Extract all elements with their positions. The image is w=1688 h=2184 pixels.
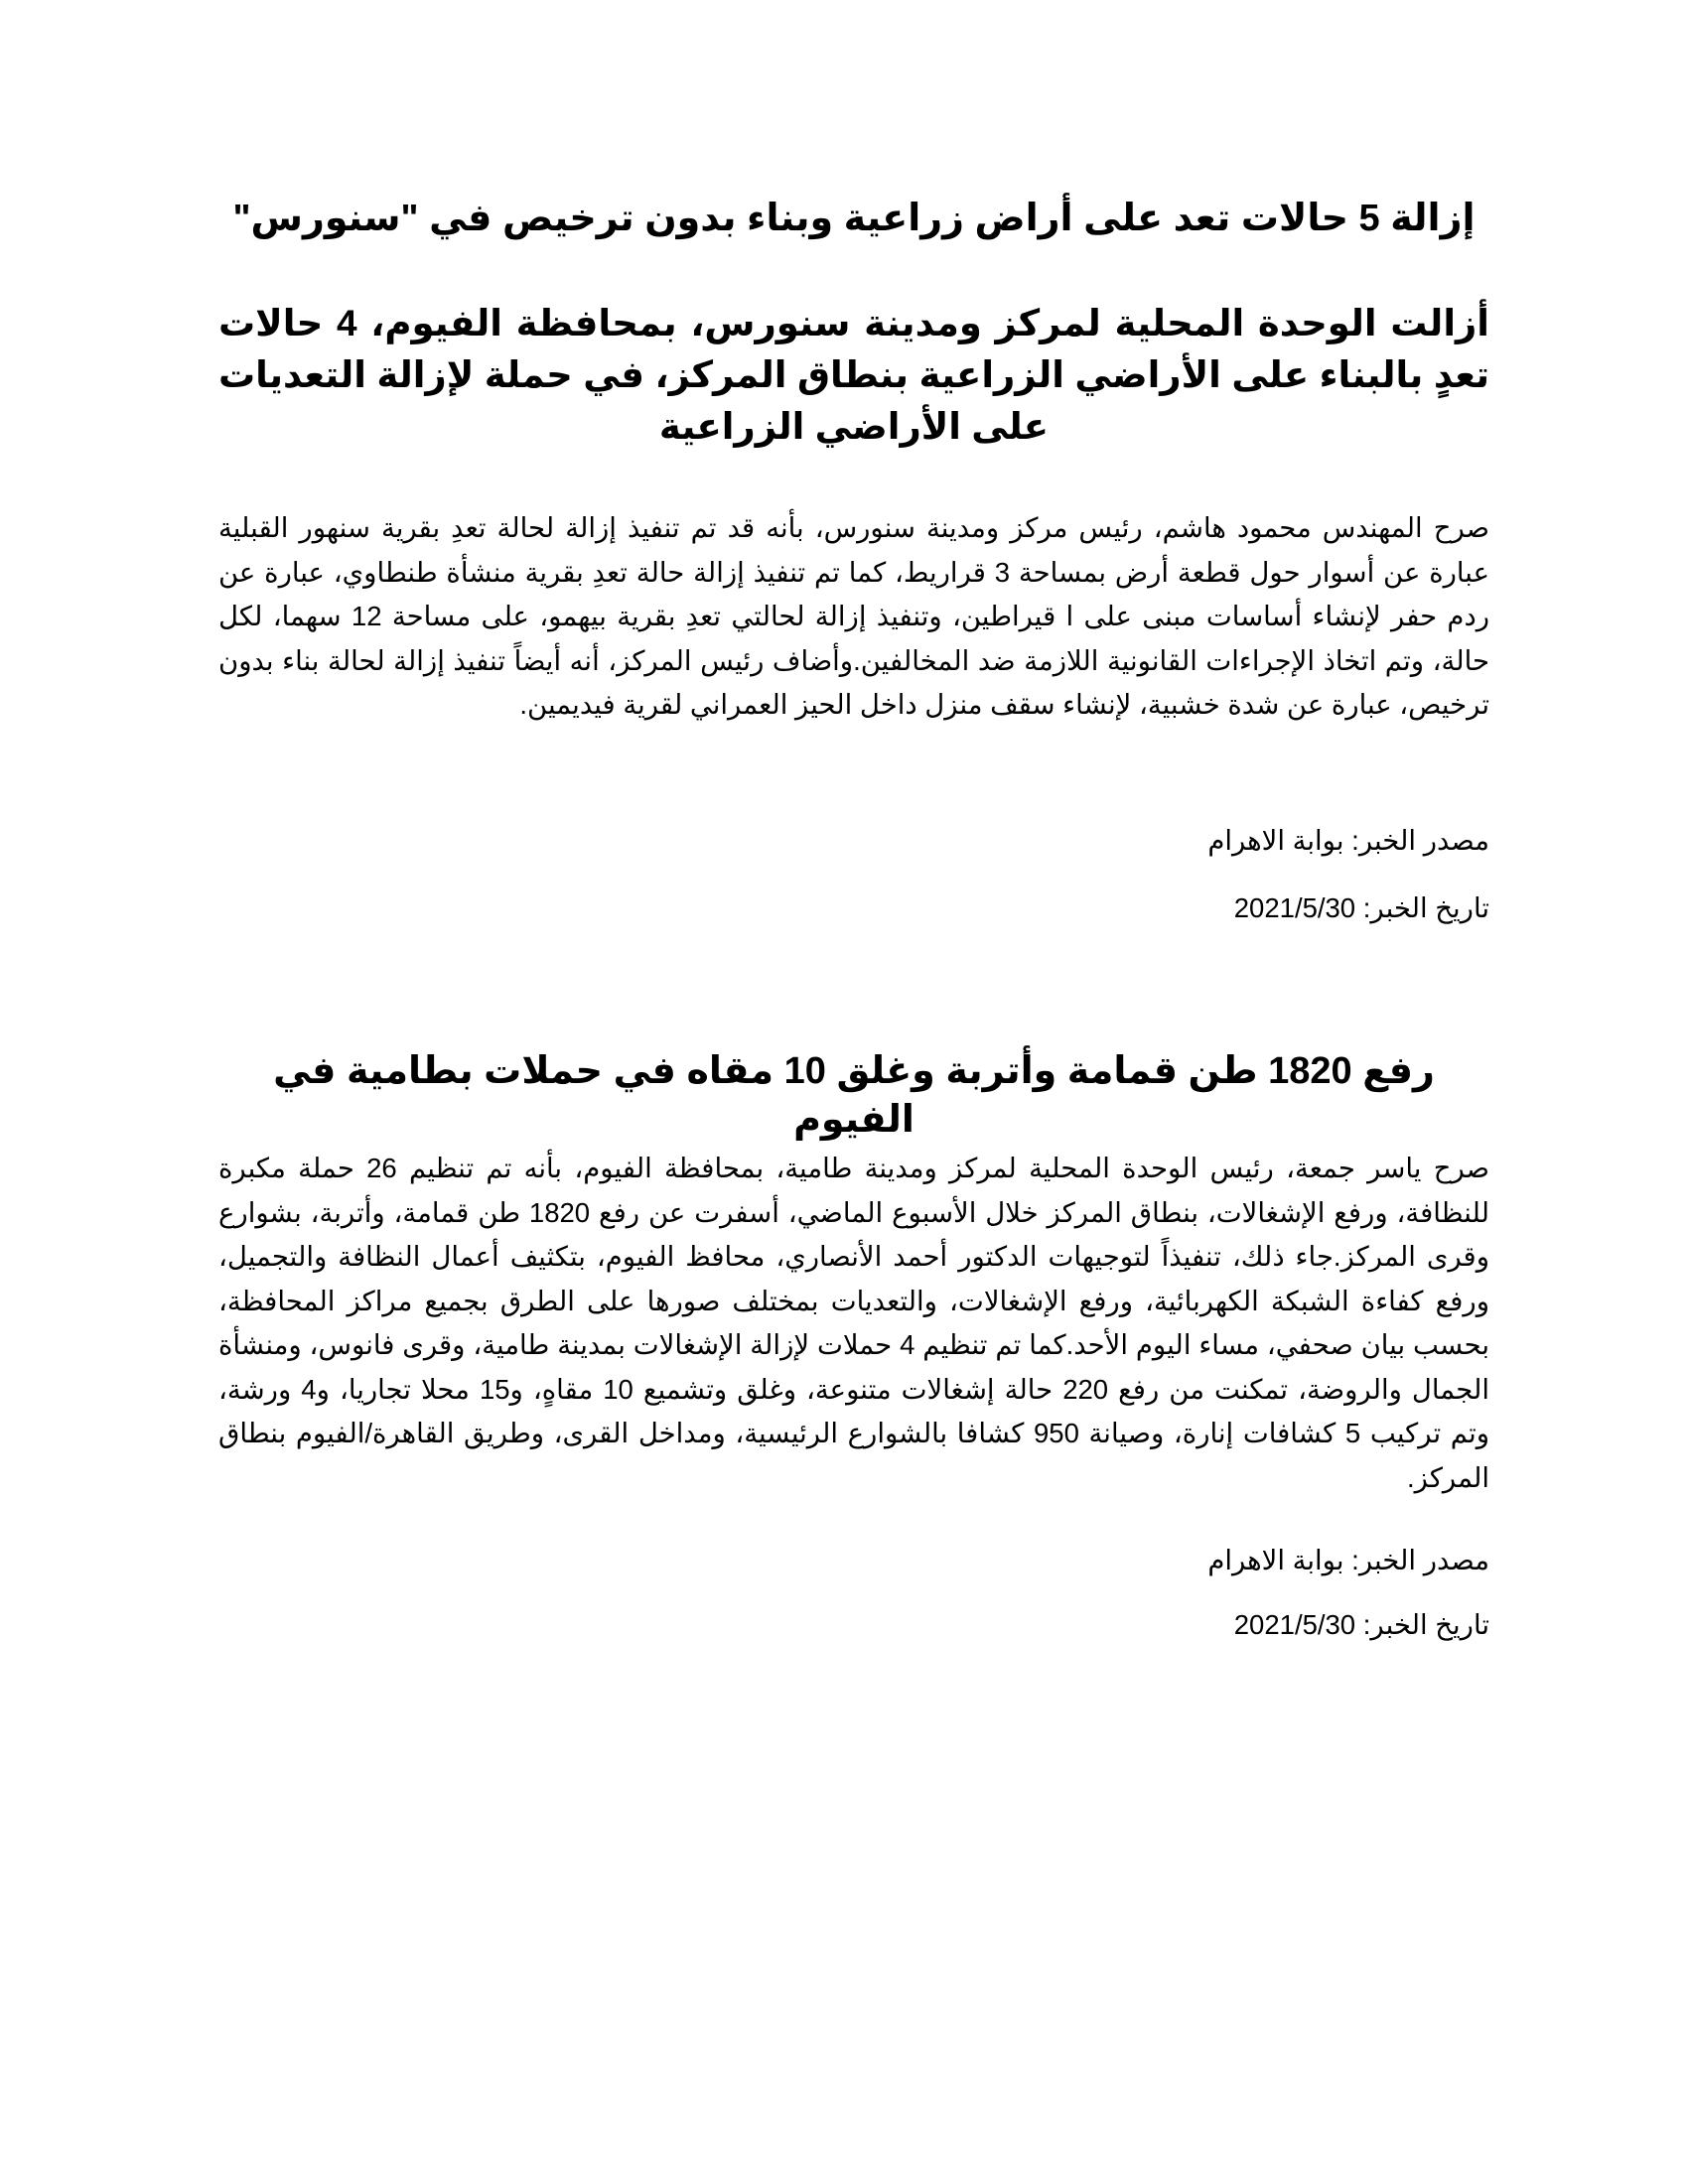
article-1-body: صرح المهندس محمود هاشم، رئيس مركز ومدينة سنورس، بأنه قد تم تنفيذ إزالة لحالة تعدِ بقرية سنهور القبلية عبارة عن أسوار حول قطعة أرض بمساحة 3 قراريط، كما تم تنفيذ إزالة حالة تعدِ بقرية منشأة طنطاوي، عبارة عن ردم حفر لإنشاء أساسات مبنى على ا قيراطين، وتنفيذ إزالة لحالتي تعدِ بقرية بيهمو، على مساحة 12 سهما، لكل حالة، وتم اتخاذ الإجراءات القانونية اللازمة ضد المخالفين.وأضاف رئيس المركز، أنه أيضاً تنفيذ إزالة لحالة بناء بدون ترخيص، عبارة عن شدة خشبية، لإنشاء سقف منزل داخل الحيز العمراني لقرية فيديمين. bbox=[218, 512, 1490, 720]
article-2-source: مصدر الخبر: بوابة الاهرام bbox=[1207, 1545, 1489, 1575]
article-1-date: تاريخ الخبر: 2021/5/30 bbox=[1233, 892, 1489, 923]
article-2-date: تاريخ الخبر: 2021/5/30 bbox=[1233, 1609, 1489, 1640]
article-2-title: رفع 1820 طن قمامة وأتربة وغلق 10 مقاه في حملات بطامية في الفيوم bbox=[273, 1050, 1435, 1142]
article-1-source: مصدر الخبر: بوابة الاهرام bbox=[1207, 825, 1489, 856]
article-2-body: صرح ياسر جمعة، رئيس الوحدة المحلية لمركز ومدينة طامية، بمحافظة الفيوم، بأنه تم تنظيم 26 حملة مكبرة للنظافة، ورفع الإشغالات، بنطاق المركز خلال الأسبوع الماضي، أسفرت عن رفع 1820 طن قمامة، وأتربة، بشوارع وقرى المركز.جاء ذلك، تنفيذاً لتوجيهات الدكتور أحمد الأنصاري، محافظ الفيوم، بتكثيف أعمال النظافة والتجميل، ورفع كفاءة الشبكة الكهربائية، ورفع الإشغالات، والتعديات بمختلف صورها على الطرق بجميع مراكز المحافظة، بحسب بيان صحفي، مساء اليوم الأحد.كما تم تنظيم 4 حملات لإزالة الإشغالات بمدينة طامية، وقرى فانوس، ومنشأة الجمال والروضة، تمكنت من رفع 220 حالة إشغالات متنوعة، وغلق وتشميع 10 مقاهٍ، و15 محلا تجاريا، و4 ورشة، وتم تركيب 5 كشافات إنارة، وصيانة 950 كشافا بالشوارع الرئيسية، ومداخل القرى، وطريق القاهرة/الفيوم بنطاق المركز. bbox=[218, 1153, 1490, 1493]
article-1-title: إزالة 5 حالات تعد على أراض زراعية وبناء بدون ترخيص في "سنورس" bbox=[232, 198, 1476, 239]
article-1-subtitle: أزالت الوحدة المحلية لمركز ومدينة سنورس، بمحافظة الفيوم، 4 حالات تعدٍ بالبناء على الأراضي الزراعية بنطاق المركز، في حملة لإزالة التعديات على الأراضي الزراعية bbox=[218, 303, 1489, 447]
